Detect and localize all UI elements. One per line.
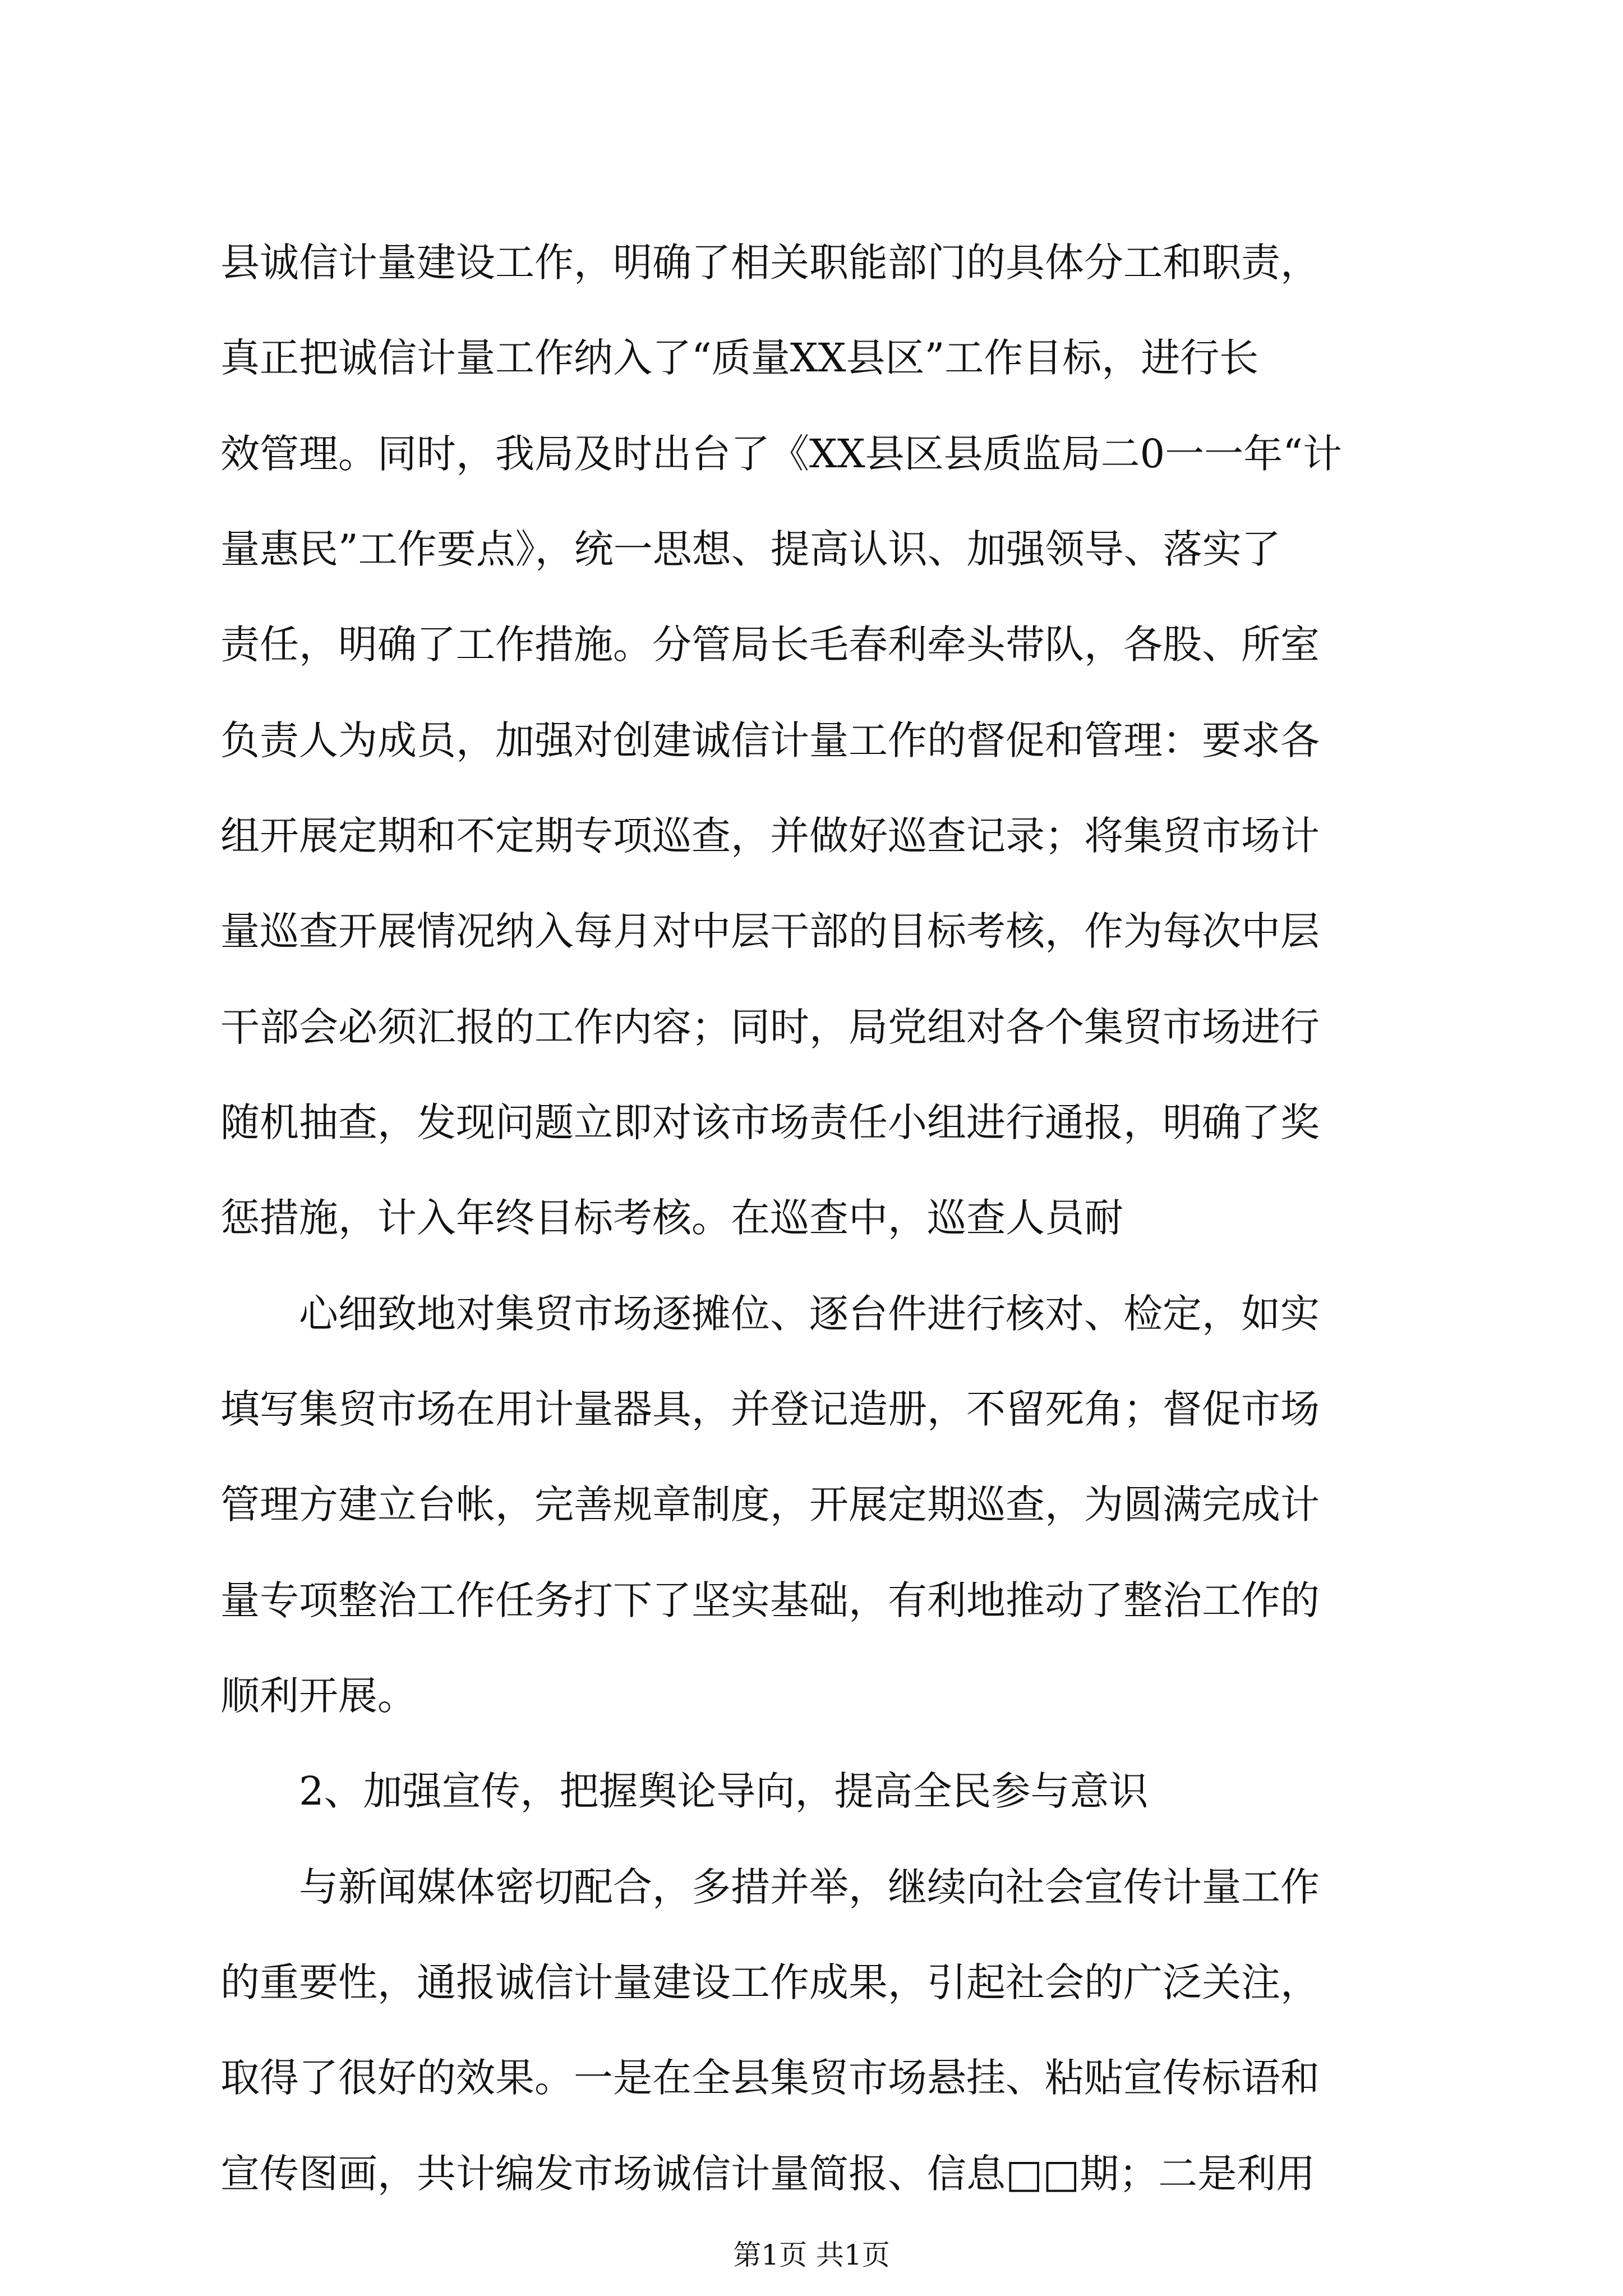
body-line: 效管理。同时，我局及时出台了《XX县区县质监局二0一一年“计 xyxy=(220,431,1342,477)
body-line: 管理方建立台帐，完善规章制度，开展定期巡查，为圆满完成计 xyxy=(220,1481,1320,1527)
body-line: 顺利开展。 xyxy=(220,1673,417,1719)
body-line: 负责人为成员，加强对创建诚信计量工作的督促和管理：要求各 xyxy=(220,717,1320,763)
body-line: 真正把诚信计量工作纳入了“质量XX县区”工作目标，进行长 xyxy=(220,335,1259,381)
body-line: 宣传图画，共计编发市场诚信计量简报、信息□□期；二是利用 xyxy=(220,2151,1316,2197)
body-line: 量巡查开展情况纳入每月对中层干部的目标考核，作为每次中层 xyxy=(220,908,1320,954)
body-line: 填写集贸市场在用计量器具，并登记造册，不留死角；督促市场 xyxy=(220,1386,1320,1432)
body-line: 惩措施，计入年终目标考核。在巡查中，巡查人员耐 xyxy=(220,1195,1123,1241)
body-line: 量惠民”工作要点》，统一思想、提高认识、加强领导、落实了 xyxy=(220,526,1281,572)
page-footer: 第1页 共1页 xyxy=(733,2239,890,2271)
body-line: 的重要性，通报诚信计量建设工作成果，引起社会的广泛关注， xyxy=(220,1959,1320,2005)
body-line: 随机抽查，发现问题立即对该市场责任小组进行通报，明确了奖 xyxy=(220,1099,1320,1145)
body-line: 干部会必须汇报的工作内容；同时，局党组对各个集贸市场进行 xyxy=(220,1004,1320,1050)
paragraph-first-line: 与新闻媒体密切配合，多措并举，继续向社会宣传计量工作 xyxy=(299,1864,1320,1910)
body-line: 县诚信计量建设工作，明确了相关职能部门的具体分工和职责， xyxy=(220,240,1320,286)
paragraph-first-line: 心细致地对集贸市场逐摊位、逐台件进行核对、检定，如实 xyxy=(299,1291,1320,1337)
body-line: 组开展定期和不定期专项巡查，并做好巡查记录；将集贸市场计 xyxy=(220,813,1320,859)
body-line: 责任，明确了工作措施。分管局长毛春利牵头带队，各股、所室 xyxy=(220,622,1320,668)
body-line: 取得了很好的效果。一是在全县集贸市场悬挂、粘贴宣传标语和 xyxy=(220,2055,1320,2101)
section-heading: 2、加强宣传，把握舆论导向，提高全民参与意识 xyxy=(299,1768,1149,1814)
body-line: 量专项整治工作任务打下了坚实基础，有利地推动了整治工作的 xyxy=(220,1577,1320,1623)
